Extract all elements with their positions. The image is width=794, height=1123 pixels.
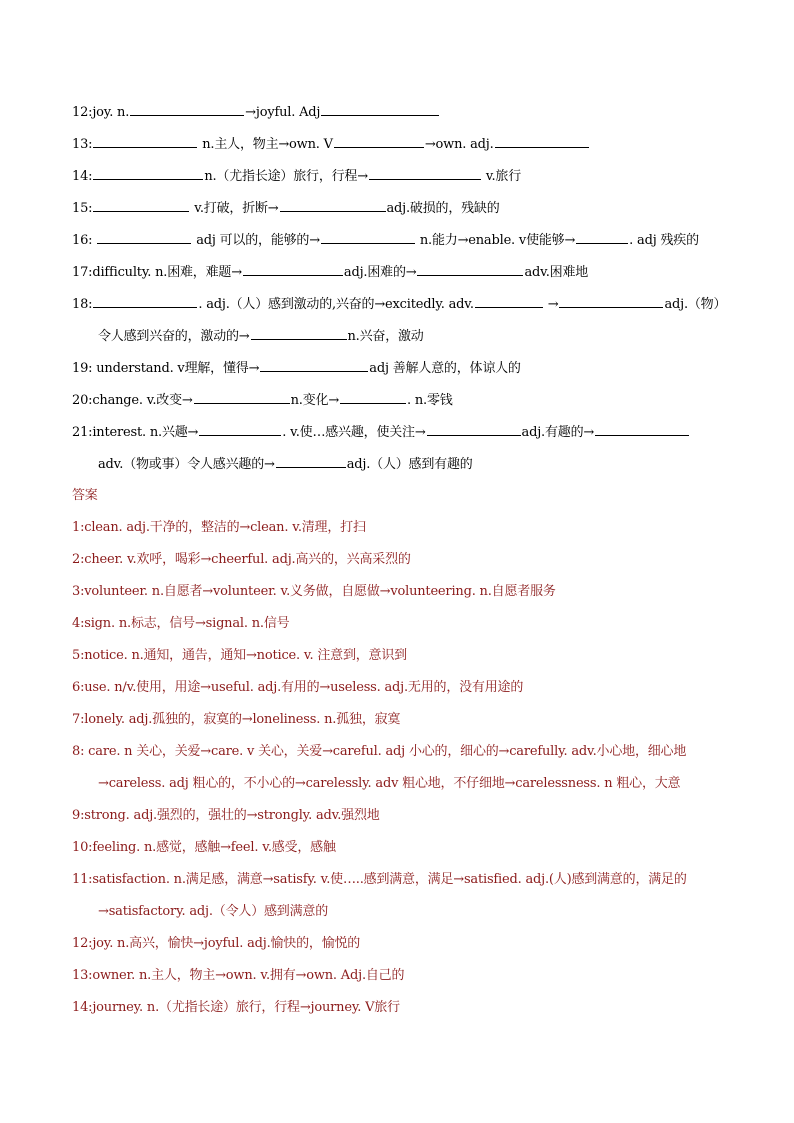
question-20 bbox=[72, 391, 453, 410]
question-text: 14: bbox=[72, 169, 93, 184]
question-15 bbox=[72, 199, 500, 218]
question-text: . adj.（人）感到激动的,兴奋的→excitedly. adv. bbox=[198, 297, 474, 312]
answer-blank[interactable] bbox=[321, 103, 439, 116]
question-text: . v.使…感兴趣，使关注→ bbox=[282, 425, 426, 440]
question-text: adv.（物或事）令人感兴趣的→ bbox=[98, 457, 275, 472]
question-14 bbox=[72, 167, 521, 186]
question-21 bbox=[72, 423, 690, 442]
question-text: v.打破，折断→ bbox=[190, 201, 279, 216]
question-text: adj.破损的，残缺的 bbox=[386, 201, 500, 216]
question-text: →own. adj. bbox=[424, 137, 494, 152]
question-text: adj 可以的，能够的→ bbox=[192, 233, 320, 248]
question-text: adj.困难的→ bbox=[343, 265, 417, 280]
question-text: 15: bbox=[72, 201, 93, 216]
question-text: 18: bbox=[72, 297, 93, 312]
question-text: 16: bbox=[72, 233, 97, 248]
answer-blank[interactable] bbox=[495, 135, 589, 148]
answer-blank[interactable] bbox=[130, 103, 244, 116]
answers-heading: 答案 bbox=[72, 488, 98, 503]
question-18 bbox=[72, 295, 726, 314]
question-12 bbox=[72, 103, 440, 122]
answer-line: 13:owner. n.主人，物主→own. v.拥有→own. Adj.自己的 bbox=[72, 968, 405, 983]
answer-blank[interactable] bbox=[417, 263, 523, 276]
question-18-continued bbox=[98, 327, 424, 346]
answer-blank[interactable] bbox=[93, 295, 197, 308]
question-text: . n.零钱 bbox=[407, 393, 453, 408]
question-17 bbox=[72, 263, 588, 282]
answer-line: 3:volunteer. n.自愿者→volunteer. v.义务做，自愿做→volunteering. n.自愿者服务 bbox=[72, 584, 556, 599]
answer-line: 12:joy. n.高兴，愉快→joyful. adj.愉快的，愉悦的 bbox=[72, 936, 361, 951]
answer-blank[interactable] bbox=[475, 295, 543, 308]
question-text: n.兴奋，激动 bbox=[347, 329, 424, 344]
answer-blank[interactable] bbox=[251, 327, 347, 340]
answer-blank[interactable] bbox=[243, 263, 343, 276]
question-text: 19: understand. v理解，懂得→ bbox=[72, 361, 260, 376]
answer-blank[interactable] bbox=[559, 295, 663, 308]
question-text: n.变化→ bbox=[290, 393, 340, 408]
answer-line: 6:use. n/v.使用，用途→useful. adj.有用的→useless. adj.无用的，没有用途的 bbox=[72, 680, 524, 695]
answer-blank[interactable] bbox=[280, 199, 386, 212]
question-text: →joyful. Adj bbox=[245, 105, 321, 120]
answer-blank[interactable] bbox=[276, 455, 346, 468]
question-13 bbox=[72, 135, 590, 154]
question-text: adj.有趣的→ bbox=[521, 425, 595, 440]
question-text: v.旅行 bbox=[481, 169, 522, 184]
answer-line-continued: →careless. adj 粗心的，不小心的→carelessly. adv 粗心地，不仔细地→carelessness. n 粗心，大意 bbox=[98, 776, 681, 791]
question-text: . adj 残疾的 bbox=[629, 233, 699, 248]
answer-blank[interactable] bbox=[427, 423, 521, 436]
answer-line: 2:cheer. v.欢呼，喝彩→cheerful. adj.高兴的，兴高采烈的 bbox=[72, 552, 411, 567]
question-text: adj 善解人意的，体谅人的 bbox=[369, 361, 521, 376]
question-text: 20:change. v.改变→ bbox=[72, 393, 193, 408]
question-text: adj.（人）感到有趣的 bbox=[346, 457, 473, 472]
answer-line: 9:strong. adj.强烈的，强壮的→strongly. adv.强烈地 bbox=[72, 808, 380, 823]
question-text: 21:interest. n.兴趣→ bbox=[72, 425, 199, 440]
answer-line: 11:satisfaction. n.满足感，满意→satisfy. v.使…..感到满意，满足→satisfied. adj.(人)感到满意的，满足的 bbox=[72, 872, 687, 887]
answer-blank[interactable] bbox=[194, 391, 290, 404]
question-text: 令人感到兴奋的，激动的→ bbox=[98, 329, 250, 344]
question-text: n.主人，物主→own. V bbox=[198, 137, 333, 152]
answer-blank[interactable] bbox=[93, 167, 203, 180]
question-text: 13: bbox=[72, 137, 93, 152]
answer-blank[interactable] bbox=[93, 135, 197, 148]
answer-line: 5:notice. n.通知，通告，通知→notice. v. 注意到，意识到 bbox=[72, 648, 407, 663]
answer-blank[interactable] bbox=[97, 231, 191, 244]
question-text: adj.（物） bbox=[664, 297, 727, 312]
answer-line: 1:clean. adj.干净的，整洁的→clean. v.清理，打扫 bbox=[72, 520, 366, 535]
answer-line: 8: care. n 关心，关爱→care. v 关心，关爱→careful. adj 小心的，细心的→carefully. adv.小心地，细心地 bbox=[72, 744, 687, 759]
answer-blank[interactable] bbox=[260, 359, 368, 372]
question-text: n.能力→enable. v使能够→ bbox=[415, 233, 576, 248]
question-text: adv.困难地 bbox=[524, 265, 589, 280]
answer-blank[interactable] bbox=[595, 423, 689, 436]
question-16 bbox=[72, 231, 699, 250]
question-19 bbox=[72, 359, 521, 378]
answer-line: 4:sign. n.标志，信号→signal. n.信号 bbox=[72, 616, 290, 631]
answer-blank[interactable] bbox=[369, 167, 481, 180]
answer-blank[interactable] bbox=[321, 231, 415, 244]
answer-blank[interactable] bbox=[340, 391, 406, 404]
answer-line: 10:feeling. n.感觉，感触→feel. v.感受，感触 bbox=[72, 840, 336, 855]
question-text: → bbox=[543, 297, 559, 312]
answer-line-continued: →satisfactory. adj.（令人）感到满意的 bbox=[98, 904, 328, 919]
answer-line: 14:journey. n.（尤指长途）旅行，行程→journey. V旅行 bbox=[72, 1000, 400, 1015]
answer-blank[interactable] bbox=[334, 135, 424, 148]
answer-blank[interactable] bbox=[199, 423, 281, 436]
answer-blank[interactable] bbox=[576, 231, 628, 244]
answer-line: 7:lonely. adj.孤独的，寂寞的→loneliness. n.孤独，寂寞 bbox=[72, 712, 401, 727]
answer-blank[interactable] bbox=[93, 199, 189, 212]
question-text: 17:difficulty. n.困难，难题→ bbox=[72, 265, 242, 280]
question-text: 12:joy. n. bbox=[72, 105, 130, 120]
question-text: n.（尤指长途）旅行，行程→ bbox=[204, 169, 368, 184]
question-21-continued bbox=[98, 455, 473, 474]
